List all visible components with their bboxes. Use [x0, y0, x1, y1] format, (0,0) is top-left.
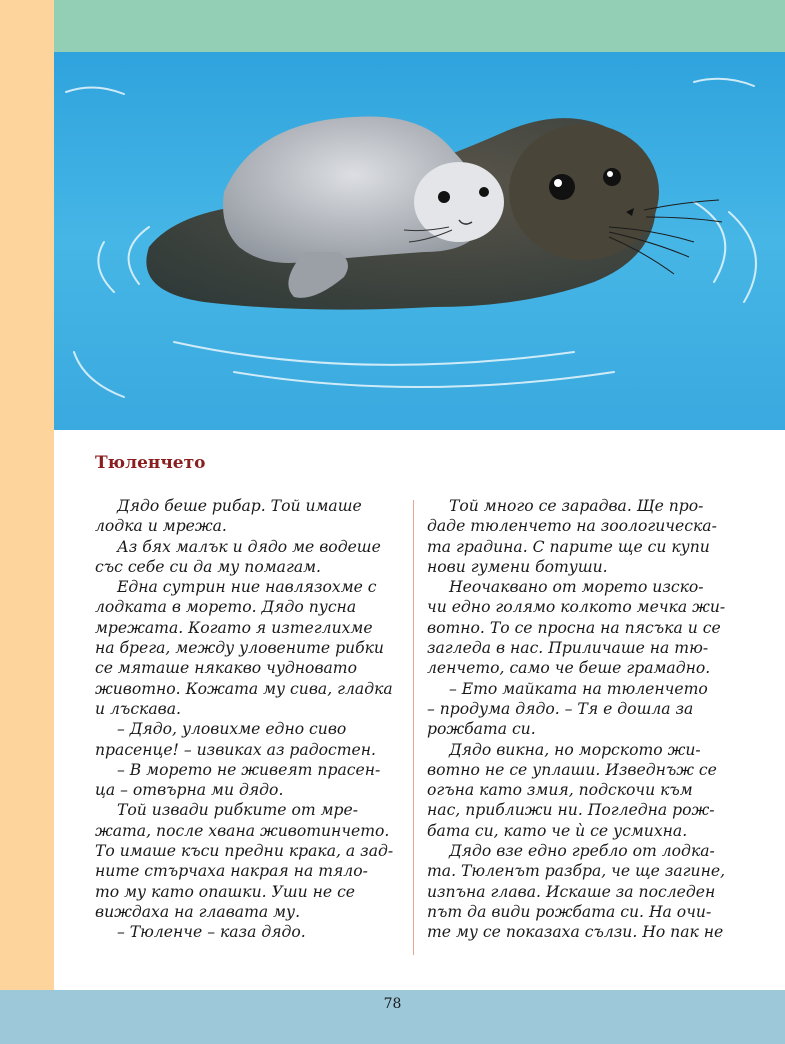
text-line: със себе си да му помагам. — [95, 557, 322, 576]
text-line: – продума дядо. – Тя е дошла за — [427, 699, 694, 718]
text-line: Той извади рибките от мре- — [117, 801, 359, 820]
text-line: животно. Кожата му сива, гладка — [95, 679, 393, 698]
text-line: на брега, между уловените рибки — [95, 639, 384, 658]
text-line: нас, приближи ни. Погледна рож- — [427, 801, 715, 820]
story-text-right-column — [427, 496, 732, 943]
seal-mother-with-pup-icon — [54, 52, 785, 430]
story-text-left-column — [95, 496, 400, 943]
text-line: и лъскава. — [95, 699, 181, 718]
text-line: бата си, като че ѝ се усмихна. — [427, 821, 688, 840]
text-line: вотно не се уплаши. Изведнъж се — [427, 760, 717, 779]
page-number: 78 — [383, 996, 402, 1012]
text-line: даде тюленчето на зоологическа- — [427, 517, 717, 536]
text-line: се мяташе някакво чудновато — [95, 659, 357, 678]
text-line: път да види рожбата си. На очи- — [427, 902, 712, 921]
text-line: – В морето не живеят прасен- — [117, 760, 381, 779]
text-line: лодка и мрежа. — [95, 517, 227, 536]
text-line: вотно. То се просна на пясъка и се — [427, 618, 721, 637]
text-line: Дядо беше рибар. Той имаше — [117, 497, 362, 515]
text-line: изпъна глава. Искаше за последен — [427, 882, 716, 901]
seal-illustration — [54, 52, 785, 430]
text-line: то му като опашки. Уши не се — [95, 882, 356, 901]
text-line: ленчето, само че беше грамадно. — [427, 659, 711, 678]
story-title: Тюленчето — [95, 453, 206, 473]
text-line: та. Тюленът разбра, че ще загине, — [427, 862, 726, 881]
text-line: загледа в нас. Приличаше на тю- — [427, 639, 709, 658]
text-line: Дядо викна, но морското жи- — [449, 740, 701, 759]
text-line: ните стърчаха накрая на тяло- — [95, 862, 368, 881]
column-divider — [413, 500, 414, 955]
text-line: виждаха на главата му. — [95, 902, 301, 921]
text-line: – Тюленче – каза дядо. — [117, 923, 306, 942]
text-line: нови гумени ботуши. — [427, 557, 608, 576]
text-line: та градина. С парите ще си купи — [427, 537, 710, 556]
text-line: – Дядо, уловихме едно сиво — [117, 720, 347, 739]
text-line: огъна като змия, подскочи към — [427, 781, 693, 800]
text-line: мрежата. Когато я изтеглихме — [95, 618, 373, 637]
text-line: рожбата си. — [427, 720, 536, 739]
text-line: Той много се зарадва. Ще про- — [449, 497, 704, 515]
text-line: ца – отвърна ми дядо. — [95, 781, 284, 800]
text-line: прасенце! – извиках аз радостен. — [95, 740, 376, 759]
text-line: Неочаквано от морето изско- — [449, 578, 704, 597]
text-line: Дядо взе едно гребло от лодка- — [449, 842, 715, 861]
text-line: жата, после хвана животинчето. — [95, 821, 390, 840]
text-line: Една сутрин ние навлязохме с — [117, 578, 377, 597]
text-line: лодката в морето. Дядо пусна — [95, 598, 357, 617]
top-color-band — [54, 0, 785, 52]
text-line: Аз бях малък и дядо ме водеше — [117, 537, 381, 556]
left-color-strip — [0, 0, 54, 990]
text-line: – Ето майката на тюленчето — [449, 679, 708, 698]
text-line: те му се показаха сълзи. Но пак не — [427, 923, 724, 942]
text-line: чи едно голямо колкото мечка жи- — [427, 598, 726, 617]
text-line: То имаше къси предни крака, а зад- — [95, 842, 394, 861]
